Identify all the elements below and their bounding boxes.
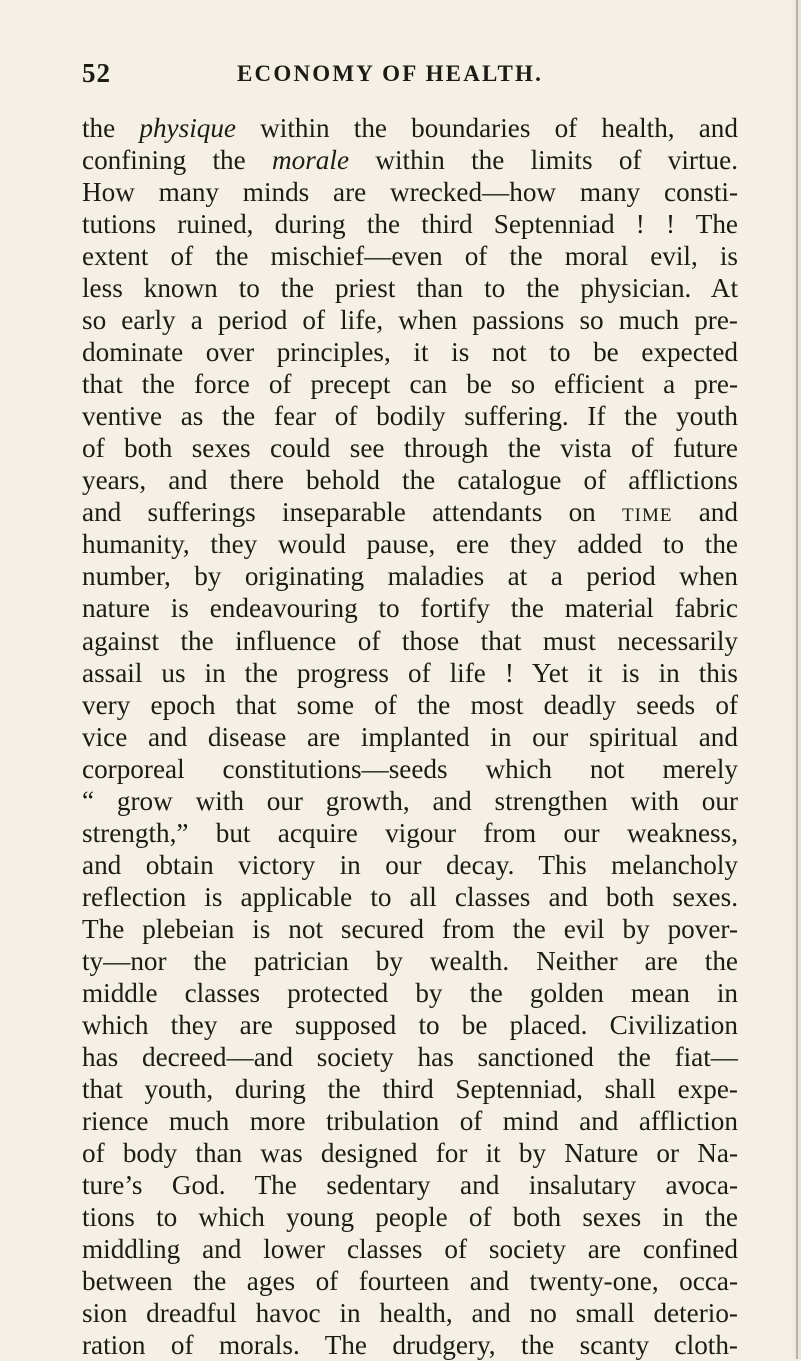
text-segment: tutions ruined, during the third Septenniad ! ! The xyxy=(82,209,738,240)
text-line xyxy=(82,560,738,592)
text-line xyxy=(82,913,738,945)
text-segment: ty—nor the patrician by wealth. Neither are the xyxy=(82,945,738,976)
text-line xyxy=(82,272,738,304)
text-line xyxy=(82,945,738,977)
text-segment: “ grow with our growth, and strengthen with our xyxy=(82,785,738,816)
text-segment: years, and there behold the catalogue of afflictions xyxy=(82,465,738,496)
running-head: ECONOMY OF HEALTH. xyxy=(237,61,544,86)
text-line xyxy=(82,1009,738,1041)
small-caps-term: time xyxy=(622,497,673,528)
text-segment xyxy=(272,145,349,175)
text-line xyxy=(82,592,738,624)
text-line xyxy=(82,1329,738,1361)
text-line xyxy=(82,400,738,432)
text-line xyxy=(82,721,738,753)
text-segment: and sufferings inseparable attendants on xyxy=(82,497,623,528)
text-line xyxy=(82,1137,738,1169)
text-segment: and obtain victory in our decay. This melancholy xyxy=(82,849,738,880)
text-line xyxy=(82,368,738,400)
text-segment: within the limits of virtue. xyxy=(349,145,738,176)
text-line xyxy=(82,432,738,464)
text-line xyxy=(82,304,738,336)
page-edge-line xyxy=(796,0,798,1359)
text-line xyxy=(82,1297,738,1329)
text-segment: of both sexes could see through the vista of future xyxy=(82,433,738,464)
text-segment: middling and lower classes of society are confined xyxy=(82,1234,738,1265)
text-line xyxy=(82,496,738,528)
text-segment: dominate over principles, it is not to be expected xyxy=(82,337,738,368)
page-header xyxy=(82,58,732,94)
text-line xyxy=(82,1201,738,1233)
text-segment: confining the xyxy=(82,145,272,176)
text-line xyxy=(82,112,738,144)
page-number: 52 xyxy=(82,58,111,88)
text-line xyxy=(82,1073,738,1105)
text-line xyxy=(82,1233,738,1265)
text-segment: the xyxy=(82,113,140,143)
text-segment: assail us in the progress of life ! Yet it is in this xyxy=(82,657,738,688)
text-line xyxy=(82,240,738,272)
text-segment: strength,” but acquire vigour from our weakness, xyxy=(82,817,738,848)
text-line xyxy=(82,657,738,689)
text-segment: of body than was designed for it by Nature or Na- xyxy=(82,1138,738,1168)
text-segment: The plebeian is not secured from the evil by pover- xyxy=(82,913,738,944)
text-line xyxy=(82,208,738,240)
text-segment: ration of morals. The drudgery, the scanty cloth- xyxy=(82,1330,738,1361)
text-line xyxy=(82,176,738,208)
text-segment: ture’s God. The sedentary and insalutary avoca- xyxy=(82,1170,738,1201)
text-line xyxy=(82,1041,738,1073)
text-segment: extent of the mischief—even of the moral evil, is xyxy=(82,241,738,272)
text-segment: number, by originating maladies at a period when xyxy=(82,561,738,592)
text-line xyxy=(82,528,738,560)
italic-term: physique xyxy=(139,113,237,143)
text-segment: which they are supposed to be placed. Civilization xyxy=(82,1009,738,1040)
text-line xyxy=(82,1169,738,1201)
text-segment: middle classes protected by the golden mean in xyxy=(82,977,738,1008)
text-line xyxy=(82,464,738,496)
text-segment: nature is endeavouring to fortify the material fabric xyxy=(82,593,738,624)
text-segment: corporeal constitutions—seeds which not merely xyxy=(82,753,738,784)
text-segment: vice and disease are implanted in our spiritual and xyxy=(82,721,738,752)
text-segment: very epoch that some of the most deadly seeds of xyxy=(82,689,738,720)
text-line xyxy=(82,144,738,176)
text-line xyxy=(82,881,738,913)
text-segment: that youth, during the third Septenniad, shall expe- xyxy=(82,1073,738,1104)
text-segment: humanity, they would pause, ere they added to the xyxy=(82,529,738,560)
text-line xyxy=(82,1105,738,1137)
text-line xyxy=(82,689,738,721)
text-segment: so early a period of life, when passions so much pre- xyxy=(82,305,738,336)
text-segment: ventive as the fear of bodily suffering. If the youth xyxy=(82,401,738,432)
text-segment: against the influence of those that must necessarily xyxy=(82,625,738,656)
body-text xyxy=(82,112,738,1361)
text-segment: tions to which young people of both sexes in the xyxy=(82,1202,738,1233)
text-line xyxy=(82,625,738,657)
text-segment: rience much more tribulation of mind and affliction xyxy=(82,1105,738,1136)
text-segment: within the boundaries of health, and xyxy=(236,113,738,143)
text-segment: has decreed—and society has sanctioned the fiat— xyxy=(82,1041,738,1072)
text-line xyxy=(82,336,738,368)
text-segment: less known to the priest than to the physician. At xyxy=(82,273,738,304)
italic-term: morale xyxy=(272,145,350,176)
text-line xyxy=(82,785,738,817)
text-segment: How many minds are wrecked—how many consti- xyxy=(82,177,738,208)
text-segment: that the force of precept can be so efficient a pre- xyxy=(82,369,738,400)
text-line xyxy=(82,849,738,881)
text-segment: reflection is applicable to all classes and both sexes. xyxy=(82,881,738,912)
text-segment: between the ages of fourteen and twenty-one, occa- xyxy=(82,1266,738,1297)
text-segment: and xyxy=(672,497,738,528)
text-segment xyxy=(139,113,236,143)
text-segment: sion dreadful havoc in health, and no small deterio- xyxy=(82,1298,738,1329)
text-line xyxy=(82,977,738,1009)
text-line xyxy=(82,1265,738,1297)
text-line xyxy=(82,817,738,849)
text-line xyxy=(82,753,738,785)
